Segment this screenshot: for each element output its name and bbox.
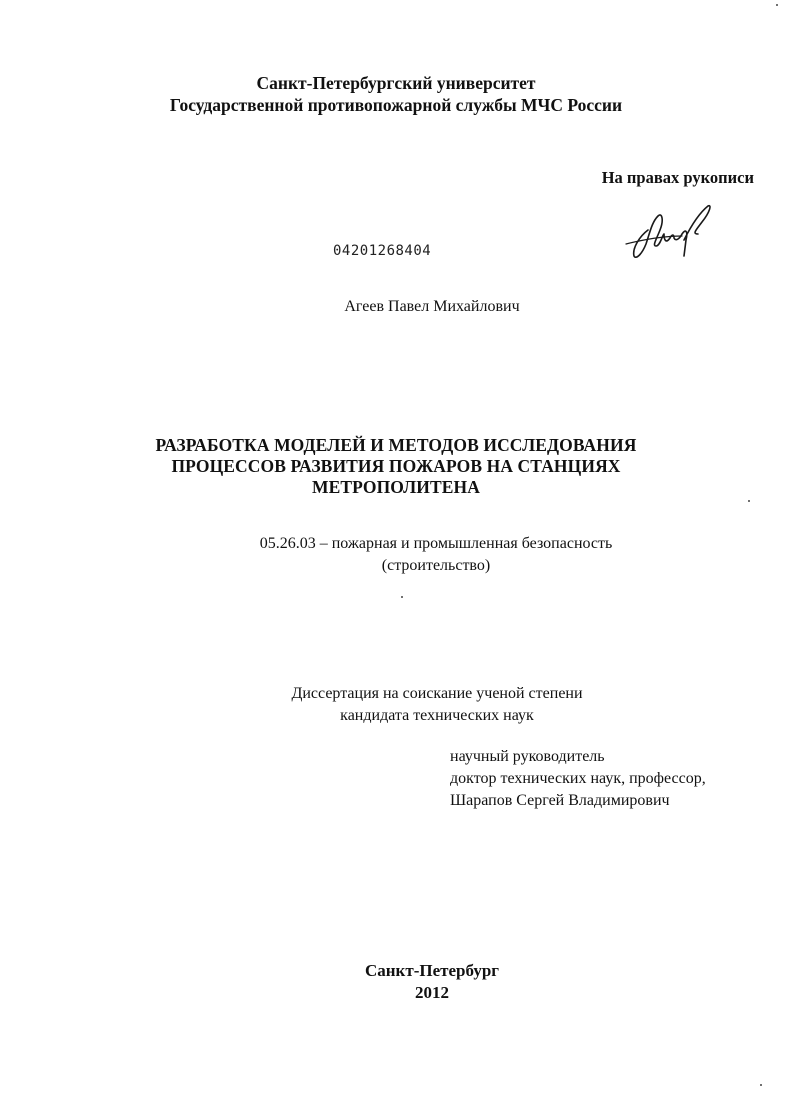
title-line-3: МЕТРОПОЛИТЕНА	[312, 477, 480, 497]
scan-speck	[748, 500, 750, 502]
advisor-role: научный руководитель	[450, 748, 605, 765]
footer-city: Санкт-Петербург	[364, 961, 500, 980]
specialty-line-1: 05.26.03 – пожарная и промышленная безопасность	[259, 535, 613, 552]
footer-place-year	[0, 960, 792, 1004]
advisor-title: доктор технических наук, профессор,	[450, 770, 706, 787]
degree-line-2: кандидата технических наук	[340, 707, 534, 724]
scan-speck	[776, 4, 778, 6]
dissertation-title	[0, 435, 792, 498]
author-name: Агеев Павел Михайлович	[344, 298, 520, 315]
footer-year: 2012	[415, 983, 449, 1002]
degree-statement	[0, 683, 792, 727]
scientific-advisor	[450, 746, 706, 812]
title-line-2: ПРОЦЕССОВ РАЗВИТИЯ ПОЖАРОВ НА СТАНЦИЯХ	[171, 456, 621, 476]
degree-line-1: Диссертация на соискание ученой степени	[291, 685, 583, 702]
rights-notice: На правах рукописи	[601, 168, 754, 187]
scan-speck	[401, 596, 403, 598]
signature-image	[622, 200, 722, 270]
advisor-name: Шарапов Сергей Владимирович	[450, 792, 670, 809]
title-line-1: РАЗРАБОТКА МОДЕЛЕЙ И МЕТОДОВ ИССЛЕДОВАНИЯ	[155, 435, 637, 455]
organization-line-1: Санкт-Петербургский университет	[256, 73, 536, 93]
organization-line-2: Государственной противопожарной службы МЧС России	[169, 95, 623, 115]
archive-code: 04201268404	[333, 243, 432, 259]
specialty-line-2: (строительство)	[381, 557, 491, 574]
scan-speck	[760, 1084, 762, 1086]
specialty	[0, 533, 792, 577]
organization-header	[0, 72, 792, 116]
